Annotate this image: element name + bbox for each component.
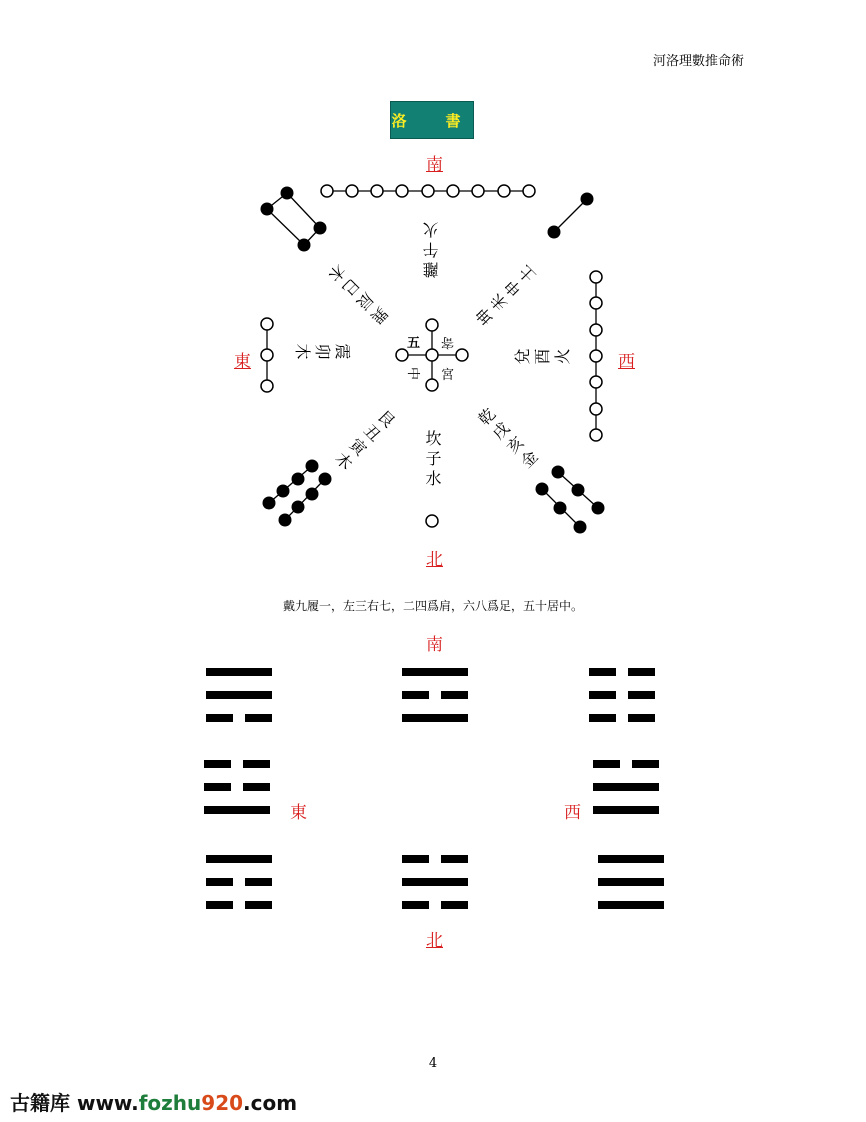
yin-line — [402, 691, 468, 699]
yin-line — [204, 783, 270, 791]
palace-southwest: 坤未申土 — [472, 259, 543, 330]
center-label-bottom: 中 — [405, 366, 421, 381]
center-label-right: 宮 — [441, 368, 455, 383]
yang-line — [206, 691, 272, 699]
direction-east: 東 — [234, 352, 251, 372]
book-title: 河洛理數推命術 — [652, 54, 744, 69]
yang-line — [598, 855, 664, 863]
trigram-bottom-right — [598, 855, 664, 924]
trigram-middle-right — [593, 760, 659, 829]
watermark-mid: fozhu — [138, 1091, 202, 1115]
trigram-top-center — [402, 668, 468, 737]
yin-line — [402, 901, 468, 909]
yin-line — [206, 714, 272, 722]
yang-line — [598, 878, 664, 886]
yang-line — [402, 878, 468, 886]
trigram-direction-east: 東 — [290, 803, 307, 823]
yang-line — [593, 806, 659, 814]
yang-line — [598, 901, 664, 909]
trigram-top-left — [206, 668, 272, 737]
watermark-highlight: 920 — [201, 1091, 244, 1115]
yang-line — [402, 668, 468, 676]
palace-north: 坎子水 — [423, 430, 442, 490]
yang-line — [402, 714, 468, 722]
center-label-left: 五 — [407, 336, 421, 351]
diagram-caption: 戴九履一，左三右七，二四爲肩，六八爲足，五十居中。 — [282, 599, 583, 613]
yin-line — [593, 760, 659, 768]
yin-line — [589, 691, 655, 699]
yang-line — [206, 855, 272, 863]
trigram-direction-south: 南 — [426, 635, 443, 655]
trigram-direction-north: 北 — [426, 931, 443, 951]
page-number: 4 — [428, 1056, 438, 1071]
trigram-bottom-left — [206, 855, 272, 924]
palace-east: 震卯木 — [291, 341, 351, 360]
yang-line — [593, 783, 659, 791]
site-watermark — [10, 1087, 297, 1116]
yin-line — [589, 668, 655, 676]
yin-line — [204, 760, 270, 768]
direction-west: 西 — [618, 352, 635, 372]
palace-west: 兌酉火 — [514, 348, 574, 367]
center-label-top: 寄 — [441, 334, 455, 349]
yin-line — [402, 855, 468, 863]
trigram-top-right — [589, 668, 655, 737]
yang-line — [206, 668, 272, 676]
direction-south: 南 — [426, 155, 443, 175]
palace-south: 離午火 — [422, 218, 441, 278]
direction-north: 北 — [426, 550, 443, 570]
yang-line — [204, 806, 270, 814]
palace-southeast: 巽辰巳木 — [322, 257, 393, 328]
palace-northwest: 乾戌亥金 — [473, 404, 544, 475]
watermark-prefix: 古籍库 www. — [10, 1091, 139, 1115]
trigram-middle-left — [204, 760, 270, 829]
yin-line — [206, 878, 272, 886]
watermark-suffix: .com — [243, 1091, 298, 1115]
yin-line — [206, 901, 272, 909]
palace-northeast: 艮丑寅木 — [328, 405, 399, 476]
yin-line — [589, 714, 655, 722]
diagram-title: 洛 書 — [390, 101, 474, 139]
trigram-direction-west: 西 — [564, 803, 581, 823]
trigram-bottom-center — [402, 855, 468, 924]
